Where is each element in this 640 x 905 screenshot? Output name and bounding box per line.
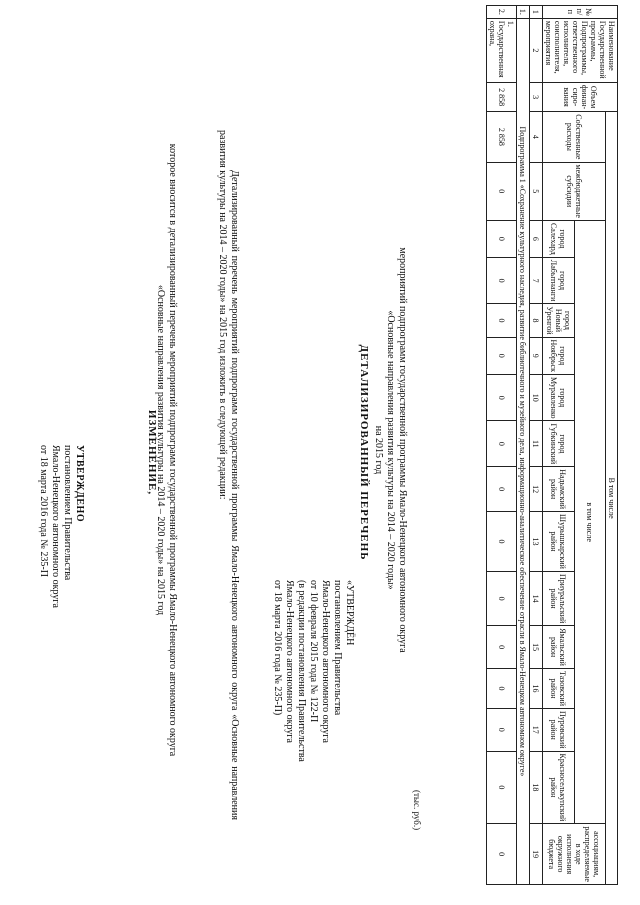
approval-stamp-2 bbox=[271, 580, 355, 830]
row-value: 0 bbox=[487, 467, 517, 512]
approval-line: Ямало-Ненецкого автономного округа bbox=[50, 445, 61, 608]
header-municipality: город Муравленко bbox=[543, 375, 575, 421]
approval2-line: от 18 марта 2016 года № 235-П) bbox=[272, 580, 283, 716]
approval2-line: постановлением Правительства bbox=[332, 580, 343, 716]
header-municipality: город Губкинский bbox=[543, 421, 575, 467]
column-number: 5 bbox=[530, 162, 543, 220]
detailed-subtitle-line: «Основные направления развития культуры на 2014 – 2020 годы» bbox=[385, 310, 396, 590]
change-subtitle-line: «Основные направления развития культуры на 2014 – 2020 годы» на 2015 год bbox=[155, 284, 166, 616]
header-interbudget: межбюджетные субсидии bbox=[543, 162, 606, 220]
row-value: 2 858 bbox=[487, 112, 517, 162]
row-value: 0 bbox=[487, 571, 517, 625]
header-municipality: Надымский район bbox=[543, 467, 575, 512]
row-value: 2 858 bbox=[487, 82, 517, 111]
row-value: 0 bbox=[487, 512, 517, 572]
column-number: 13 bbox=[530, 512, 543, 572]
column-number: 17 bbox=[530, 708, 543, 751]
header-municipality: Тазовский район bbox=[543, 668, 575, 708]
approval-heading: УТВЕРЖДЕНО bbox=[74, 445, 85, 523]
column-number: 11 bbox=[530, 421, 543, 467]
column-number: 6 bbox=[530, 220, 543, 257]
header-including-2: в том числе bbox=[575, 220, 606, 823]
change-title: ИЗМЕНЕНИЕ, bbox=[146, 409, 158, 496]
approval2-line: от 10 февраля 2015 года № 122-П bbox=[308, 580, 319, 723]
column-number: 9 bbox=[530, 337, 543, 374]
row-value: 0 bbox=[487, 708, 517, 751]
measures-table bbox=[486, 5, 618, 885]
header-associations: ассоциациям, распределяемые в ходе исполнения окружного бюджета bbox=[543, 824, 606, 885]
row-value: 0 bbox=[487, 162, 517, 220]
approval-line: постановлением Правительства bbox=[62, 445, 73, 581]
column-number: 8 bbox=[530, 304, 543, 337]
column-number: 2 bbox=[530, 18, 543, 82]
row-value: 0 bbox=[487, 626, 517, 669]
column-number: 15 bbox=[530, 626, 543, 669]
table-row bbox=[517, 6, 530, 885]
header-municipality: Шурышкарский район bbox=[543, 512, 575, 572]
detailed-subtitle-line: мероприятий подпрограмм государственной программы Ямало-Ненецкого автономного округа bbox=[397, 247, 408, 653]
detailed-title: ДЕТАЛИЗИРОВАННЫЙ ПЕРЕЧЕНЬ bbox=[358, 344, 370, 561]
approval2-line: Ямало-Ненецкого автономного округа bbox=[320, 580, 331, 743]
row-number: 1. bbox=[517, 6, 530, 19]
header-number: № п/п bbox=[543, 6, 618, 19]
column-number: 7 bbox=[530, 257, 543, 304]
header-municipality: город Салехард bbox=[543, 220, 575, 257]
approval2-line: (в редакции постановления Правительства bbox=[296, 580, 307, 762]
row-value: 0 bbox=[487, 337, 517, 374]
header-municipality: Красноселькупский район bbox=[543, 751, 575, 824]
column-number-row bbox=[530, 6, 543, 885]
header-volume: Объем финан-сиро-вания bbox=[543, 82, 618, 111]
column-number: 1 bbox=[530, 6, 543, 19]
table-row bbox=[487, 6, 517, 885]
header-municipality: Ямальский район bbox=[543, 626, 575, 669]
header-name: Наименование Государственной программы, Подпрограммы, ответственного исполнителя, соисполнителя, мероприятия bbox=[543, 18, 618, 82]
change-subtitle bbox=[154, 90, 178, 810]
column-number: 12 bbox=[530, 467, 543, 512]
column-number: 18 bbox=[530, 751, 543, 824]
row-number: 2. bbox=[487, 6, 517, 19]
column-number: 3 bbox=[530, 82, 543, 111]
row-value: 0 bbox=[487, 257, 517, 304]
row-value: 0 bbox=[487, 751, 517, 824]
row-value: 0 bbox=[487, 220, 517, 257]
detailed-subtitle-line: на 2015 год bbox=[373, 425, 384, 475]
approval-line: от 18 марта 2016 года № 235-П bbox=[38, 445, 49, 577]
column-number: 4 bbox=[530, 112, 543, 162]
header-municipality: город Лабытнанги bbox=[543, 257, 575, 304]
approval2-heading: «УТВЕРЖДЁН bbox=[344, 580, 355, 646]
column-number: 16 bbox=[530, 668, 543, 708]
row-value: 0 bbox=[487, 304, 517, 337]
header-own-expenses: Собственные расходы bbox=[543, 112, 606, 162]
row-value: 0 bbox=[487, 824, 517, 885]
header-municipality: Приуральский район bbox=[543, 571, 575, 625]
column-number: 14 bbox=[530, 571, 543, 625]
column-number: 10 bbox=[530, 375, 543, 421]
header-municipality: город Ноябрьск bbox=[543, 337, 575, 374]
row-value: 0 bbox=[487, 421, 517, 467]
row-value: 0 bbox=[487, 668, 517, 708]
row-value: 0 bbox=[487, 375, 517, 421]
approval2-line: Ямало-Ненецкого автономного округа bbox=[284, 580, 295, 743]
header-municipality: город Новый Уренгой bbox=[543, 304, 575, 337]
subprogram-title: Подпрограмма 1 «Сохранение культурного наследия, развитие библиотечного и музейного дела, информационно-аналитическое обеспечение отрасли в Ямало-Ненецком автономном округе» bbox=[517, 18, 530, 884]
change-subtitle-line: которое вносится в детализированный перечень мероприятий подпрограмм государственной программы Ямало-Ненецкого автономного округа bbox=[167, 143, 178, 757]
detailed-subtitle bbox=[372, 190, 408, 710]
row-name: 1. Государственная охрана, bbox=[487, 18, 517, 82]
intro-paragraph: Детализированный перечень мероприятий подпрограмм государственной программы Ямало-Ненецкого автономного округа «Основные направления развития культуры на 2014 – 2020 годы» на 2015 год изложить в следующей редакции: bbox=[217, 130, 240, 820]
column-number: 19 bbox=[530, 824, 543, 885]
unit-label: (тыс. руб.) bbox=[412, 790, 422, 831]
header-including: В том числе bbox=[606, 112, 618, 885]
approval-stamp bbox=[37, 445, 85, 705]
header-municipality: Пуровский район bbox=[543, 708, 575, 751]
